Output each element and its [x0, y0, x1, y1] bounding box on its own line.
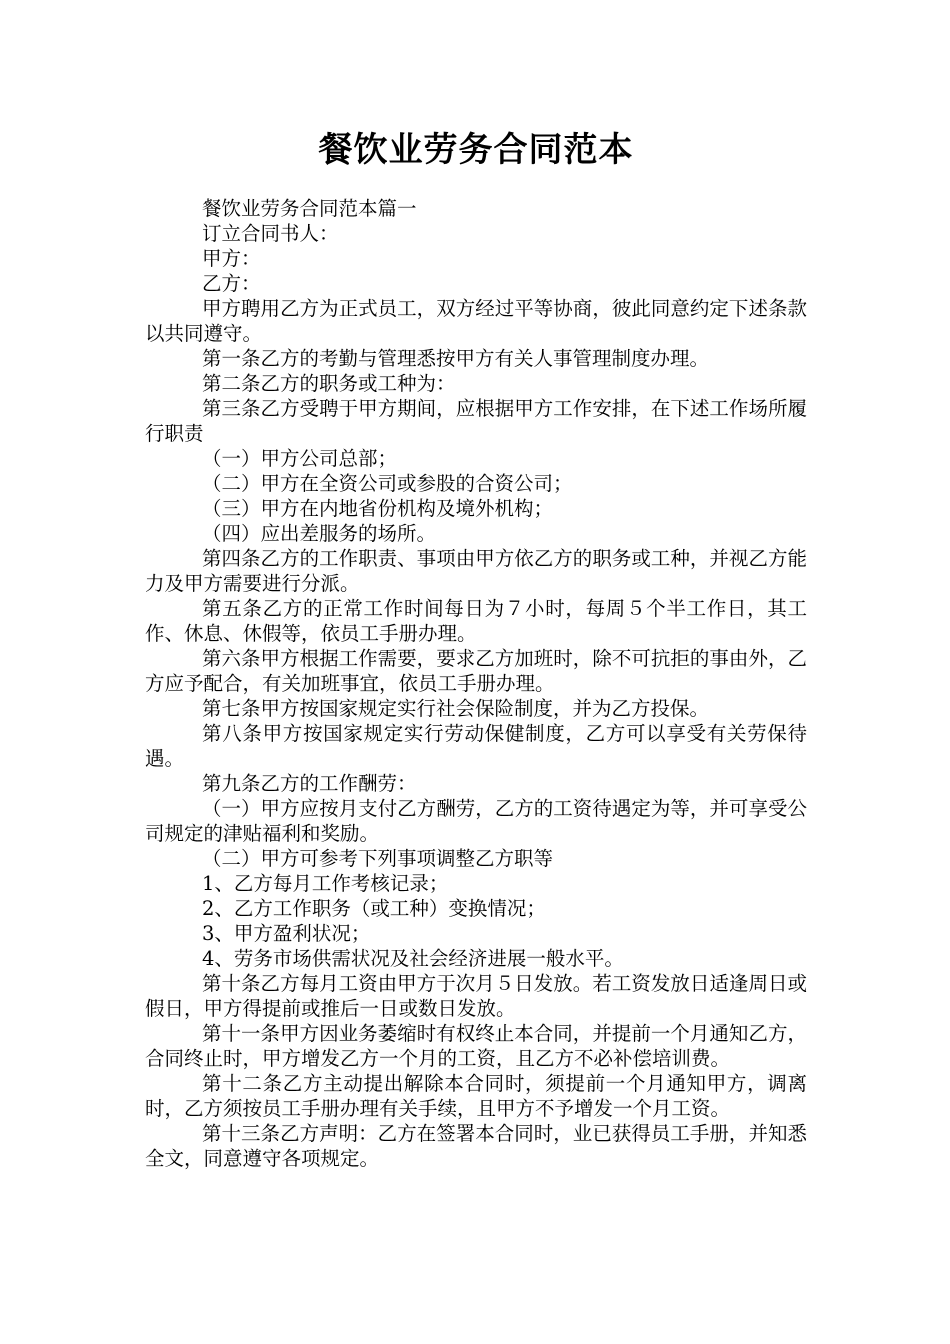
paragraph: 第三条乙方受聘于甲方期间，应根据甲方工作安排，在下述工作场所履行职责 [145, 397, 807, 445]
paragraph: 第十二条乙方主动提出解除本合同时，须提前一个月通知甲方，调离时，乙方须按员工手册办理有关手续，且甲方不予增发一个月工资。 [145, 1072, 807, 1120]
paragraph: （一）甲方公司总部； [202, 447, 398, 470]
paragraph: 第九条乙方的工作酬劳： [202, 772, 417, 795]
paragraph: 第四条乙方的工作职责、事项由甲方依乙方的职务或工种，并视乙方能力及甲方需要进行分派。 [145, 547, 807, 595]
document-title: 餐饮业劳务合同范本 [318, 130, 634, 170]
paragraph: 第一条乙方的考勤与管理悉按甲方有关人事管理制度办理。 [202, 347, 710, 370]
paragraph: 第六条甲方根据工作需要，要求乙方加班时，除不可抗拒的事由外，乙方应予配合，有关加班事宜，依员工手册办理。 [145, 647, 807, 695]
paragraph: 第十一条甲方因业务萎缩时有权终止本合同，并提前一个月通知乙方，合同终止时，甲方增发乙方一个月的工资，且乙方不必补偿培训费。 [145, 1022, 807, 1070]
paragraph: （三）甲方在内地省份机构及境外机构； [202, 497, 554, 520]
paragraph: 第十条乙方每月工资由甲方于次月５日发放。若工资发放日适逢周日或假日，甲方得提前或推后一日或数日发放。 [145, 972, 807, 1020]
paragraph: 2、乙方工作职务（或工种）变换情况； [202, 897, 546, 920]
paragraph: 第七条甲方按国家规定实行社会保险制度，并为乙方投保。 [202, 697, 710, 720]
paragraph: （一）甲方应按月支付乙方酬劳，乙方的工资待遇定为等，并可享受公司规定的津贴福利和奖励。 [145, 797, 807, 845]
paragraph: 第十三条乙方声明：乙方在签署本合同时，业已获得员工手册，并知悉全文，同意遵守各项规定。 [145, 1122, 807, 1170]
paragraph: 乙方： [202, 272, 261, 295]
paragraph: 甲方： [202, 247, 261, 270]
paragraph: 3、甲方盈利状况； [202, 922, 371, 945]
paragraph: 1、乙方每月工作考核记录； [202, 872, 449, 895]
paragraph: 餐饮业劳务合同范本篇一 [202, 197, 417, 220]
paragraph: （二）甲方可参考下列事项调整乙方职等 [202, 847, 554, 870]
paragraph: 订立合同书人： [202, 222, 339, 245]
paragraph: 4、劳务市场供需状况及社会经济进展一般水平。 [202, 947, 624, 970]
paragraph: 第二条乙方的职务或工种为： [202, 372, 456, 395]
paragraph: 第五条乙方的正常工作时间每日为７小时，每周５个半工作日，其工作、休息、休假等，依员工手册办理。 [145, 597, 807, 645]
document-page [145, 126, 807, 1171]
paragraph: （二）甲方在全资公司或参股的合资公司； [202, 472, 573, 495]
paragraph: 甲方聘用乙方为正式员工，双方经过平等协商，彼此同意约定下述条款以共同遵守。 [145, 297, 807, 345]
document-body [145, 196, 807, 1171]
paragraph: 第八条甲方按国家规定实行劳动保健制度，乙方可以享受有关劳保待遇。 [145, 722, 807, 770]
paragraph: （四）应出差服务的场所。 [202, 522, 437, 545]
